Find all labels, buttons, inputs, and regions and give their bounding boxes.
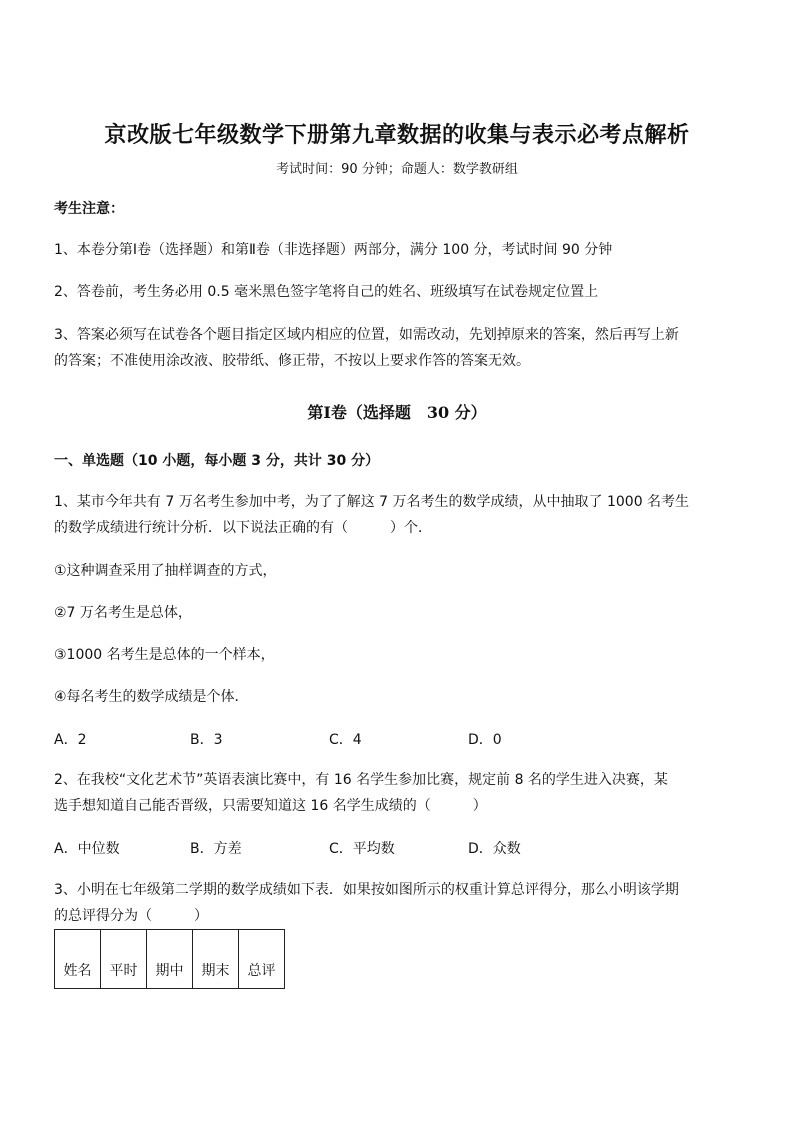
table-header-cell: 平时: [101, 930, 147, 989]
section-title: 第Ⅰ卷（选择题 30 分）: [307, 403, 487, 422]
q1-statement-3: ③1000 名考生是总体的一个样本，: [54, 647, 275, 663]
q1-options: [54, 729, 654, 749]
notice-item-2: 2、答卷前，考生务必用 0.5 毫米黑色签字笔将自己的姓名、班级填写在试卷规定位置上: [54, 284, 599, 300]
q1-option-d[interactable]: D．0: [468, 732, 502, 748]
q3-line-1: 3、小明在七年级第二学期的数学成绩如下表．如果按如图所示的权重计算总评得分，那么小明该学期: [54, 882, 679, 898]
part-heading: 一、单选题（10 小题，每小题 3 分，共计 30 分）: [54, 453, 380, 469]
table-header-cell: 期中: [147, 930, 193, 989]
notice-item-3: 3、答案必须写在试卷各个题目指定区域内相应的位置，如需改动，先划掉原来的答案，然后再写上新: [54, 327, 679, 343]
q1-line-1: 1、某市今年共有 7 万名考生参加中考，为了了解这 7 万名考生的数学成绩，从中抽取了 1000 名考生: [54, 494, 690, 510]
q1-statement-2: ②7 万名考生是总体，: [54, 605, 192, 621]
q2-options: [54, 838, 654, 858]
q2-option-a[interactable]: A．中位数: [54, 841, 120, 857]
notice-heading: 考生注意：: [54, 201, 124, 217]
table-header-cell: 姓名: [55, 930, 101, 989]
notice-item-1: 1、本卷分第Ⅰ卷（选择题）和第Ⅱ卷（非选择题）两部分，满分 100 分，考试时间 90 分钟: [54, 242, 613, 258]
table-header-cell: 期末: [193, 930, 239, 989]
q1-option-a[interactable]: A．2: [54, 732, 87, 748]
q1-statement-1: ①这种调查采用了抽样调查的方式，: [54, 563, 277, 579]
exam-subtitle: 考试时间：90 分钟；命题人：数学教研组: [276, 162, 518, 177]
notice-item-3-cont: 的答案；不准使用涂改液、胶带纸、修正带，不按以上要求作答的答案无效。: [54, 353, 530, 369]
q1-option-c[interactable]: C．4: [329, 732, 362, 748]
q2-option-d[interactable]: D．众数: [468, 841, 521, 857]
q2-line-2: 选手想知道自己能否晋级，只需要知道这 16 名学生成绩的（ ）: [54, 798, 487, 814]
q1-option-b[interactable]: B．3: [190, 732, 223, 748]
q1-line-2: 的数学成绩进行统计分析．以下说法正确的有（ ）个．: [54, 520, 432, 536]
q1-statement-4: ④每名考生的数学成绩是个体．: [54, 689, 249, 705]
q2-line-1: 2、在我校“文化艺术节”英语表演比赛中，有 16 名学生参加比赛，规定前 8 名的学生进入决赛，某: [54, 772, 668, 788]
exam-title: 京改版七年级数学下册第九章数据的收集与表示必考点解析: [104, 122, 690, 148]
q2-option-b[interactable]: B．方差: [190, 841, 242, 857]
q3-line-2: 的总评得分为（ ）: [54, 908, 208, 924]
score-table: [54, 929, 285, 989]
q2-option-c[interactable]: C．平均数: [329, 841, 395, 857]
table-row: [55, 930, 285, 989]
table-header-cell: 总评: [239, 930, 285, 989]
